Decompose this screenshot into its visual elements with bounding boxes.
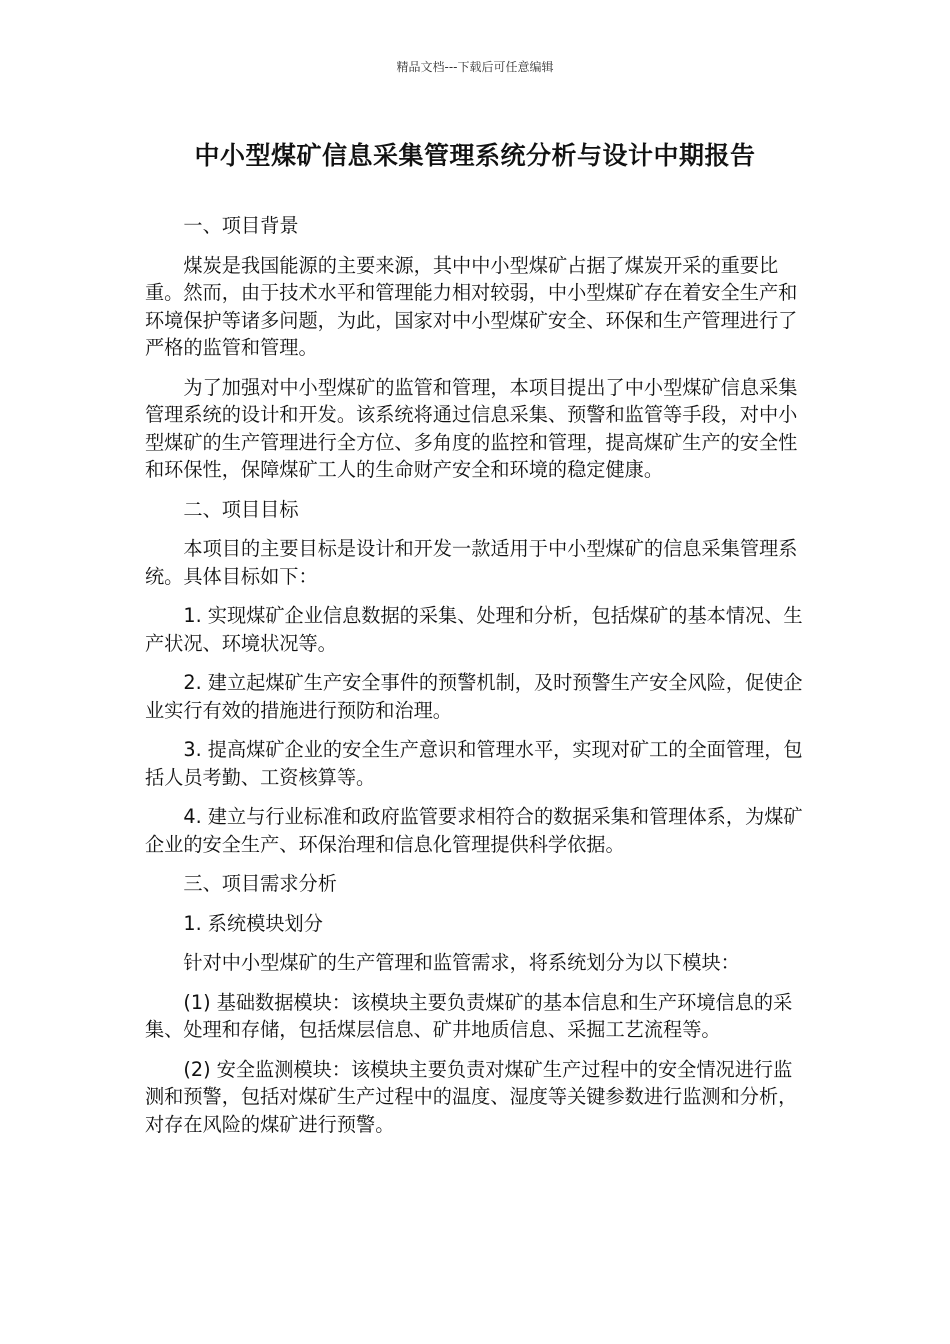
section-heading-background: 一、项目背景 — [183, 214, 299, 237]
paragraph: 本项目的主要目标是设计和开发一款适用于中小型煤矿的信息采集管理系统。具体目标如下： — [145, 537, 798, 588]
paragraph: 为了加强对中小型煤矿的监管和管理，本项目提出了中小型煤矿信息采集管理系统的设计和开发。该系统将通过信息采集、预警和监管等手段，对中小型煤矿的生产管理进行全方位、多角度的监控和管理，提高煤矿生产的安全性和环保性，保障煤矿工人的生命财产安全和环境的稳定健康。 — [145, 375, 798, 481]
paragraph: 针对中小型煤矿的生产管理和监管需求，将系统划分为以下模块： — [183, 951, 740, 974]
list-item: (2) 安全监测模块：该模块主要负责对煤矿生产过程中的安全情况进行监测和预警，包括对煤矿生产过程中的温度、湿度等关键参数进行监测和分析，对存在风险的煤矿进行预警。 — [145, 1057, 798, 1136]
section-heading-requirements: 三、项目需求分析 — [183, 872, 337, 895]
document-body — [145, 212, 810, 1150]
section-heading-goals: 二、项目目标 — [183, 497, 299, 521]
list-item: 4. 建立与行业标准和政府监管要求相符合的数据采集和管理体系，为煤矿企业的安全生产、环保治理和信息化管理提供科学依据。 — [145, 805, 803, 856]
list-item: 1. 实现煤矿企业信息数据的采集、处理和分析，包括煤矿的基本情况、生产状况、环境状况等。 — [145, 604, 803, 655]
subsection-heading-modules: 1. 系统模块划分 — [183, 911, 323, 935]
list-item: 3. 提高煤矿企业的安全生产意识和管理水平，实现对矿工的全面管理，包括人员考勤、工资核算等。 — [145, 738, 803, 789]
document-title: 中小型煤矿信息采集管理系统分析与设计中期报告 — [194, 141, 756, 170]
list-item: (1) 基础数据模块：该模块主要负责煤矿的基本信息和生产环境信息的采集、处理和存储，包括煤层信息、矿井地质信息、采掘工艺流程等。 — [145, 990, 793, 1041]
paragraph: 煤炭是我国能源的主要来源，其中中小型煤矿占据了煤炭开采的重要比重。然而，由于技术水平和管理能力相对较弱，中小型煤矿存在着安全生产和环境保护等诸多问题，为此，国家对中小型煤矿安全、环保和生产管理进行了严格的监管和管理。 — [145, 253, 798, 359]
header-note: 精品文档---下载后可任意编辑 — [396, 60, 554, 74]
list-item: 2. 建立起煤矿生产安全事件的预警机制，及时预警生产安全风险，促使企业实行有效的措施进行预防和治理。 — [145, 671, 803, 722]
